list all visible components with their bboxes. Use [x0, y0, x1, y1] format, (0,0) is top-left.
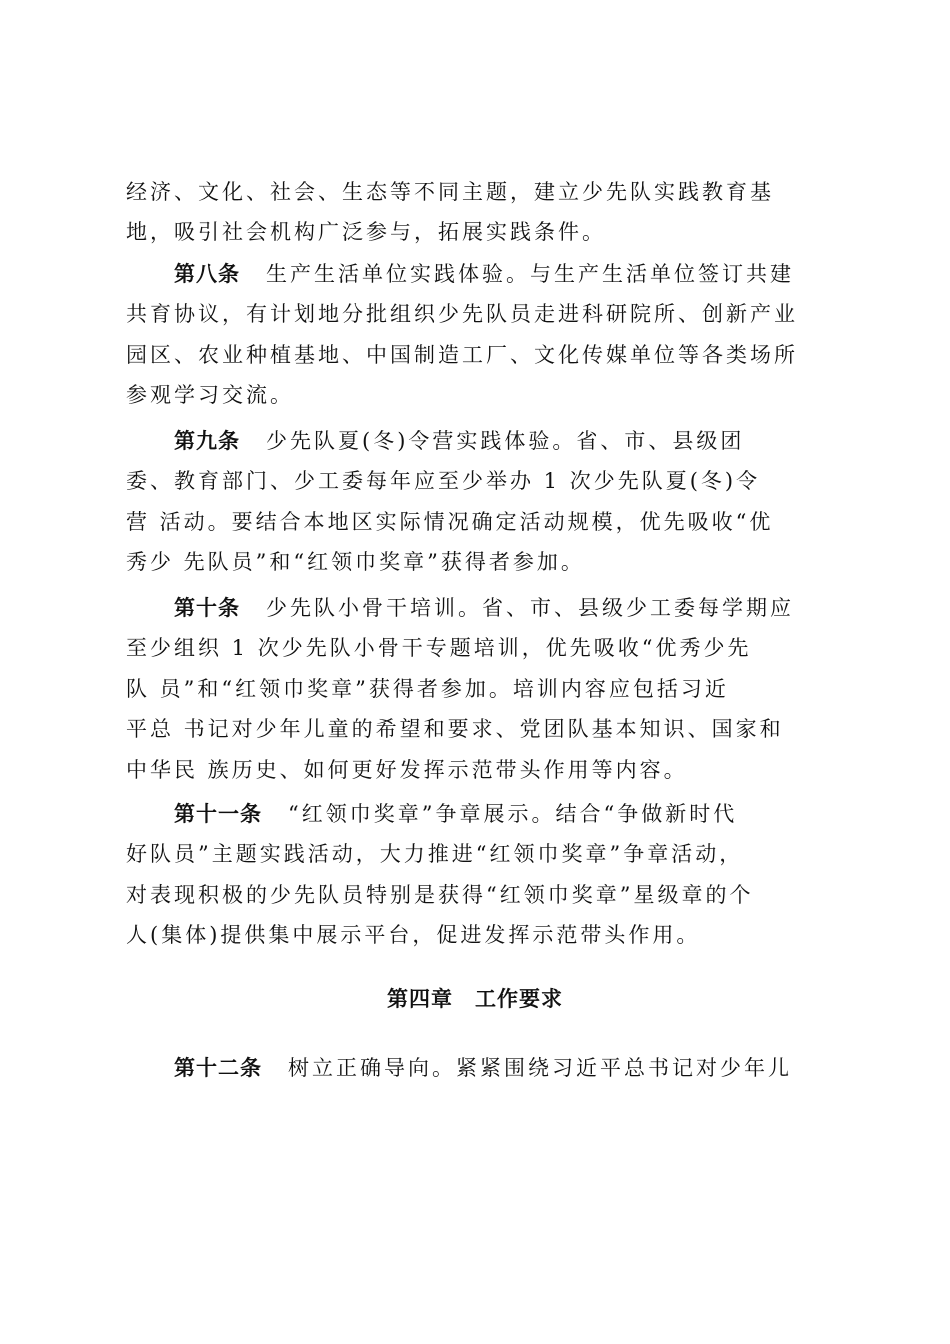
paragraph-line: 园区、农业种植基地、中国制造工厂、文化传媒单位等各类场所 [126, 343, 798, 367]
article-10-heading: 第十条 [174, 596, 240, 620]
paragraph-text: 树立正确导向。紧紧围绕习近平总书记对少年儿 [288, 1056, 792, 1080]
paragraph-line: 对表现积极的少先队员特别是获得“红领巾奖章”星级章的个 [126, 883, 754, 907]
paragraph-line: 地，吸引社会机构广泛参与，拓展实践条件。 [126, 220, 606, 244]
article-10-line [174, 593, 826, 623]
article-8-heading: 第八条 [174, 262, 240, 286]
article-9-heading: 第九条 [174, 429, 240, 453]
paragraph-text: 少先队夏(冬)令营实践体验。省、市、县级团 [266, 429, 745, 453]
article-11-line [174, 799, 826, 829]
paragraph-line: 共育协议，有计划地分批组织少先队员走进科研院所、创新产业 [126, 302, 798, 326]
chapter-heading: 第四章 工作要求 [387, 987, 563, 1011]
paragraph-line: 中华民 族历史、如何更好发挥示范带头作用等内容。 [126, 758, 688, 782]
paragraph-line: 平总 书记对少年儿童的希望和要求、党团队基本知识、国家和 [126, 717, 784, 741]
article-8-line [174, 259, 826, 289]
paragraph-text: “红领巾奖章”争章展示。结合“争做新时代 [288, 802, 738, 826]
paragraph-text: 生产生活单位实践体验。与生产生活单位签订共建 [266, 262, 794, 286]
article-12-line [174, 1053, 826, 1083]
paragraph-text: 少先队小骨干培训。省、市、县级少工委每学期应 [266, 596, 794, 620]
article-12-heading: 第十二条 [174, 1056, 262, 1080]
paragraph-line: 经济、文化、社会、生态等不同主题，建立少先队实践教育基 [126, 180, 774, 204]
paragraph-line: 参观学习交流。 [126, 383, 294, 407]
paragraph-line: 营 活动。要结合本地区实际情况确定活动规模，优先吸收“优 [126, 510, 774, 534]
paragraph-line: 秀少 先队员”和“红领巾奖章”获得者参加。 [126, 550, 585, 574]
article-9-line [174, 426, 826, 456]
paragraph-line: 人(集体)提供集中展示平台，促进发挥示范带头作用。 [126, 923, 701, 947]
paragraph-line: 队 员”和“红领巾奖章”获得者参加。培训内容应包括习近 [126, 677, 729, 701]
paragraph-line: 好队员”主题实践活动，大力推进“红领巾奖章”争章活动， [126, 842, 744, 866]
paragraph-line: 委、教育部门、少工委每年应至少举办 1 次少先队夏(冬)令 [126, 469, 761, 493]
article-11-heading: 第十一条 [174, 802, 262, 826]
paragraph-line: 至少组织 1 次少先队小骨干专题培训，优先吸收“优秀少先 [126, 636, 752, 660]
